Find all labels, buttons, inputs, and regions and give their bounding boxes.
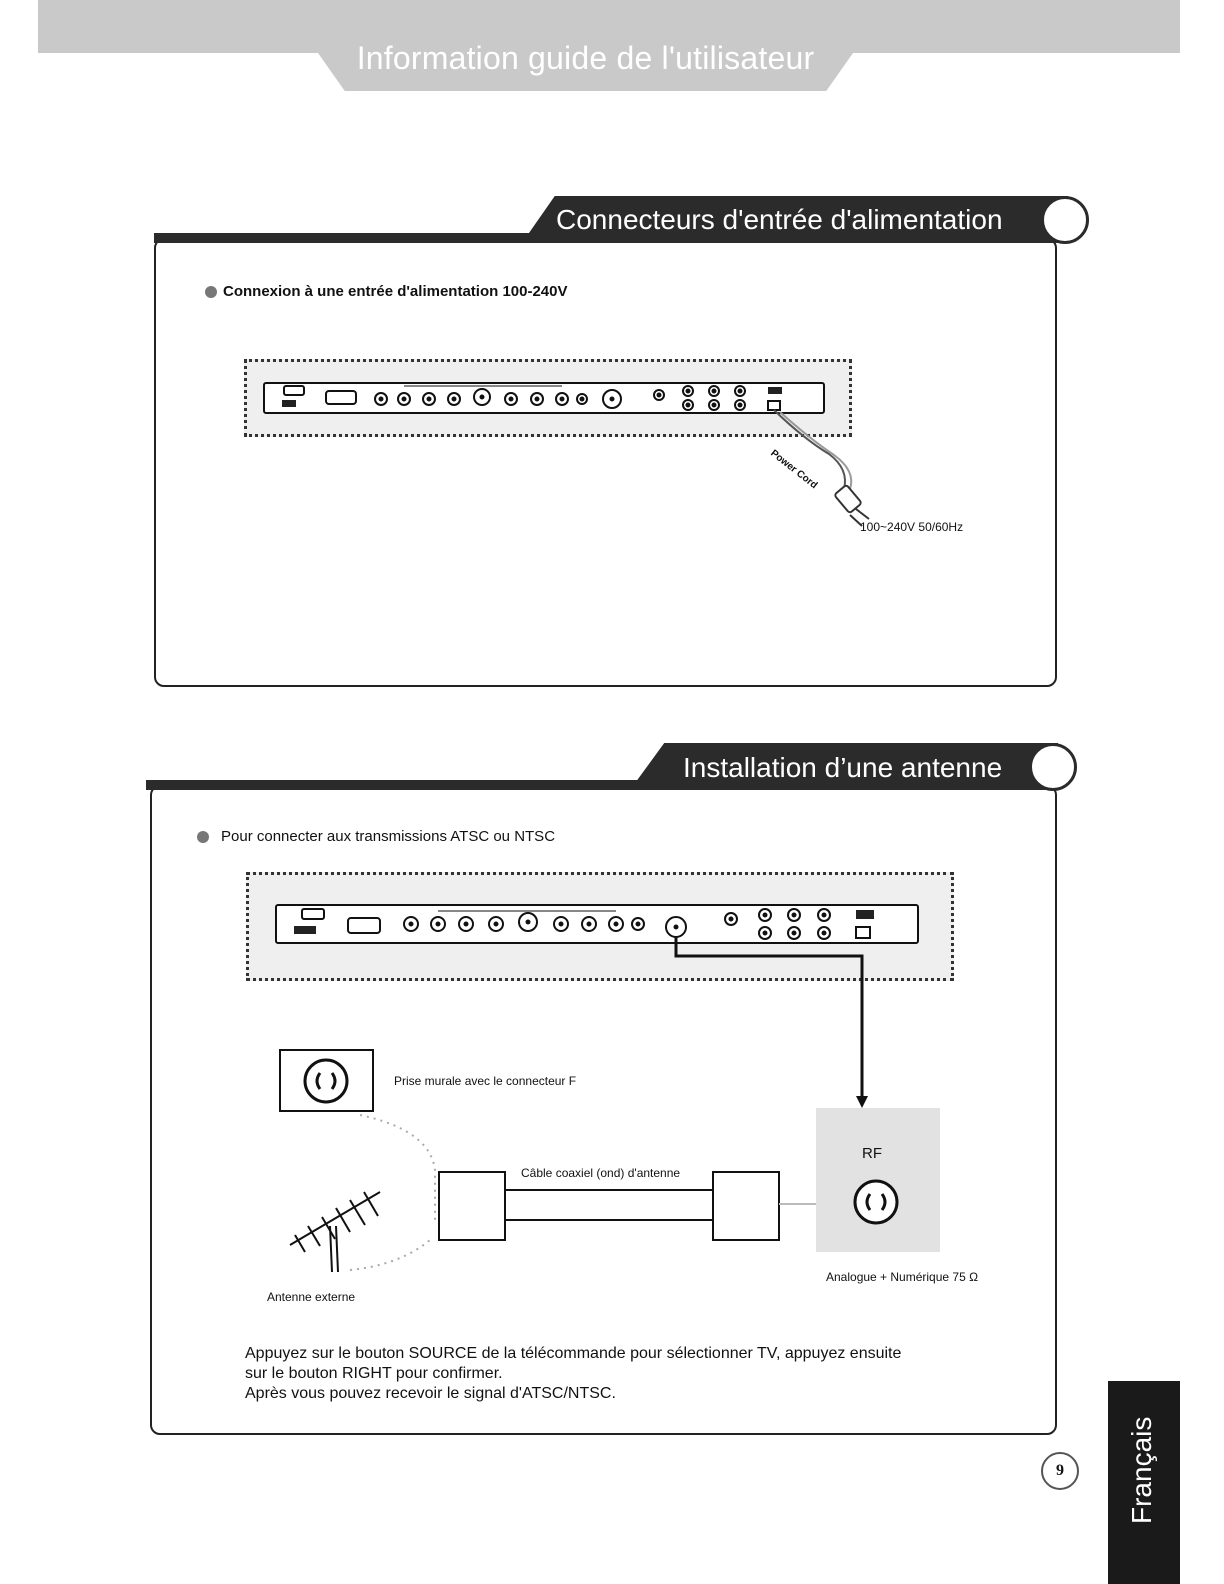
l-jack-pin: [587, 922, 591, 926]
audio-jack-pin: [409, 922, 413, 926]
rf-label: RF: [862, 1145, 882, 1162]
bullet-icon: [197, 831, 209, 843]
r-in-jack-pin: [763, 931, 767, 935]
bullet-icon: [205, 286, 217, 298]
page-number: 9: [1041, 1452, 1079, 1490]
outdoor-antenna-icon: [290, 1192, 380, 1272]
power-spec-label: 100~240V 50/60Hz: [860, 520, 964, 534]
antenna-label: Antenne externe: [267, 1290, 356, 1304]
sp-out-jack-pin: [657, 393, 661, 397]
pb-jack-pin: [427, 397, 431, 401]
instructions-text: [245, 1344, 945, 1404]
section-antenna-header-bar: [146, 780, 646, 790]
hdmi-port-icon: [284, 386, 304, 395]
hdmi-label-block: [282, 400, 296, 407]
r-jack-pin: [560, 397, 564, 401]
sp-out-jack-pin: [729, 917, 733, 921]
hdmi-label-block: [294, 926, 316, 934]
r-out-jack-pin: [686, 389, 690, 393]
power-cord-wire-inner: [780, 412, 851, 489]
instruction-line-1: Appuyez sur le bouton SOURCE de la télécommande pour sélectionner TV, appuyez ensuite: [245, 1345, 902, 1362]
rf-spec-label: Analogue + Numérique 75 Ω: [826, 1270, 979, 1284]
l-in-jack-pin: [792, 931, 796, 935]
rf-in-jack-pin: [610, 397, 614, 401]
coax-cable-label: Câble coaxiel (ond) d'antenne: [521, 1166, 681, 1180]
v-in-jack-pin: [822, 931, 826, 935]
r-out-jack-pin: [763, 913, 767, 917]
v-out-jack-pin: [738, 389, 742, 393]
power-switch-icon: [768, 387, 782, 394]
vga-port-icon: [326, 391, 356, 404]
section-power-title: Connecteurs d'entrée d'alimentation: [556, 204, 1003, 235]
pr-jack-pin: [452, 397, 456, 401]
power-switch-icon: [856, 910, 874, 919]
section-antenna-title: Installation d’une antenne: [683, 752, 1003, 783]
l-out-jack-pin: [712, 389, 716, 393]
hdmi-port-icon: [302, 909, 324, 919]
page-title: Information guide de l'utilisateur: [356, 40, 815, 76]
section-antenna-bullet: Pour connecter aux transmissions ATSC ou NTSC: [221, 828, 556, 845]
antenna-to-cable-dotted-line: [350, 1240, 430, 1270]
extra-jack-pin: [636, 922, 640, 926]
instruction-line-2: sur le bouton RIGHT pour confirmer.: [245, 1365, 503, 1382]
vga-port-icon: [348, 918, 380, 933]
section-antenna-header-circle: [1029, 743, 1077, 791]
cable-end-right: [713, 1172, 779, 1240]
l-in-jack-pin: [712, 403, 716, 407]
v-jack-pin: [509, 397, 513, 401]
instruction-line-3: Après vous pouvez recevoir le signal d'ATSC/NTSC.: [245, 1385, 616, 1402]
wall-jack-label: Prise murale avec le connecteur F: [394, 1074, 577, 1088]
language-label: Français: [1126, 1416, 1157, 1524]
v-in-jack-pin: [738, 403, 742, 407]
power-plug-icon: [834, 485, 862, 514]
v-jack-pin: [559, 922, 563, 926]
audio-jack-pin: [379, 397, 383, 401]
pb-jack-pin: [464, 922, 468, 926]
section-power-header-bar: [154, 233, 554, 243]
ac-input-socket-icon: [856, 927, 870, 938]
power-cord-label: Power Cord: [768, 448, 820, 492]
y-jack-pin: [402, 397, 406, 401]
rf-connector-icon: [855, 1181, 897, 1223]
svideo-jack-pin: [526, 920, 530, 924]
r-in-jack-pin: [686, 403, 690, 407]
section-power-bullet: Connexion à une entrée d'alimentation 100-240V: [223, 283, 568, 300]
r-jack-pin: [614, 922, 618, 926]
plug-prong-1: [856, 509, 869, 519]
svideo-jack-pin: [480, 395, 484, 399]
coax-cable-body: [505, 1190, 713, 1220]
l-out-jack-pin: [792, 913, 796, 917]
pr-jack-pin: [494, 922, 498, 926]
rf-in-jack-pin: [674, 925, 678, 929]
l-jack-pin: [535, 397, 539, 401]
section-power-header-circle: [1041, 196, 1089, 244]
v-out-jack-pin: [822, 913, 826, 917]
ac-input-socket-icon: [768, 401, 780, 410]
y-jack-pin: [436, 922, 440, 926]
cable-end-left: [439, 1172, 505, 1240]
extra-jack-pin: [580, 397, 584, 401]
wall-jack-connector-icon: [305, 1060, 347, 1102]
